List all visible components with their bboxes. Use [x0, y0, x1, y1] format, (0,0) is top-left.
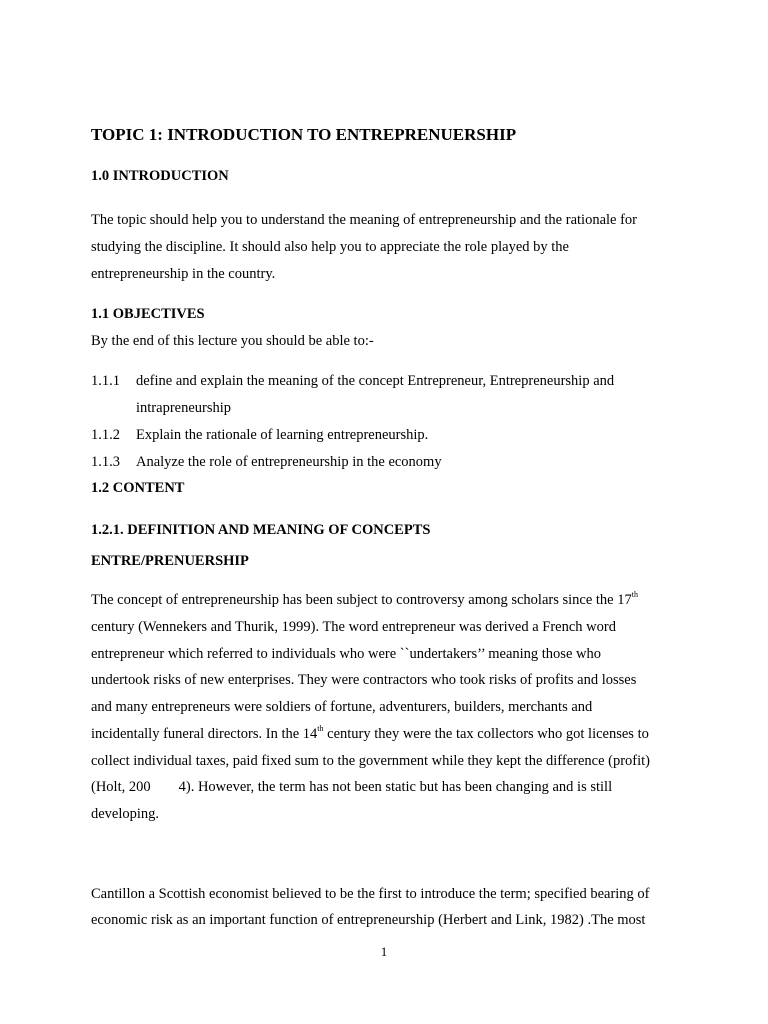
intro-heading: 1.0 INTRODUCTION: [91, 168, 229, 184]
entreprenuership-heading: ENTRE/PRENUERSHIP: [91, 553, 249, 569]
text-span: 4). However, the term has not been static but has been changing and is still: [178, 779, 613, 795]
paragraph-line: developing.: [91, 806, 160, 822]
content-heading: 1.2 CONTENT: [91, 480, 185, 496]
objective-number: 1.1.2: [91, 427, 120, 443]
paragraph-line: century (Wennekers and Thurik, 1999). The word entrepreneur was derived a French word: [91, 619, 616, 635]
intro-line: studying the discipline. It should also help you to appreciate the role played by the: [91, 239, 569, 255]
superscript: th: [631, 590, 638, 599]
paragraph-line: and many entrepreneurs were soldiers of fortune, adventurers, builders, merchants and: [91, 699, 593, 715]
text-span: century they were the tax collectors who got licenses to: [323, 726, 649, 742]
paragraph-line: economic risk as an important function of entrepreneurship (Herbert and Link, 1982) .The most: [91, 912, 646, 928]
paragraph-line: undertook risks of new enterprises. They were contractors who took risks of profits and losses: [91, 672, 637, 688]
objective-text: intrapreneurship: [136, 400, 232, 416]
objectives-heading: 1.1 OBJECTIVES: [91, 306, 205, 322]
objectives-lead: By the end of this lecture you should be able to:-: [91, 333, 374, 349]
page-number: 1: [380, 944, 388, 959]
objective-text: Explain the rationale of learning entrepreneurship.: [136, 427, 429, 443]
intro-line: entrepreneurship in the country.: [91, 266, 276, 282]
intro-line: The topic should help you to understand the meaning of entrepreneurship and the rationale for: [91, 212, 638, 228]
text-span: incidentally funeral directors. In the 14: [91, 726, 318, 742]
paragraph-line: Cantillon a Scottish economist believed to be the first to introduce the term; specified bearing of: [91, 886, 650, 902]
text-span: (Holt, 200: [91, 779, 151, 795]
definition-heading: 1.2.1. DEFINITION AND MEANING OF CONCEPTS: [91, 522, 431, 538]
document-title: TOPIC 1: INTRODUCTION TO ENTREPRENUERSHIP: [91, 125, 517, 144]
text-span: The concept of entrepreneurship has been subject to controversy among scholars since the 17: [91, 592, 632, 608]
paragraph-line: collect individual taxes, paid fixed sum to the government while they kept the difference (profit): [91, 753, 651, 769]
objective-text: Analyze the role of entrepreneurship in the economy: [136, 454, 442, 470]
paragraph-line: [91, 778, 612, 796]
objective-number: 1.1.1: [91, 373, 120, 389]
superscript: th: [317, 724, 324, 733]
paragraph-line: [91, 725, 649, 743]
paragraph-line: entrepreneur which referred to individuals who were ``undertakers’’ meaning those who: [91, 646, 601, 662]
objective-number: 1.1.3: [91, 454, 120, 470]
objective-text: define and explain the meaning of the concept Entrepreneur, Entrepreneurship and: [136, 373, 615, 389]
paragraph-line: [91, 591, 638, 609]
